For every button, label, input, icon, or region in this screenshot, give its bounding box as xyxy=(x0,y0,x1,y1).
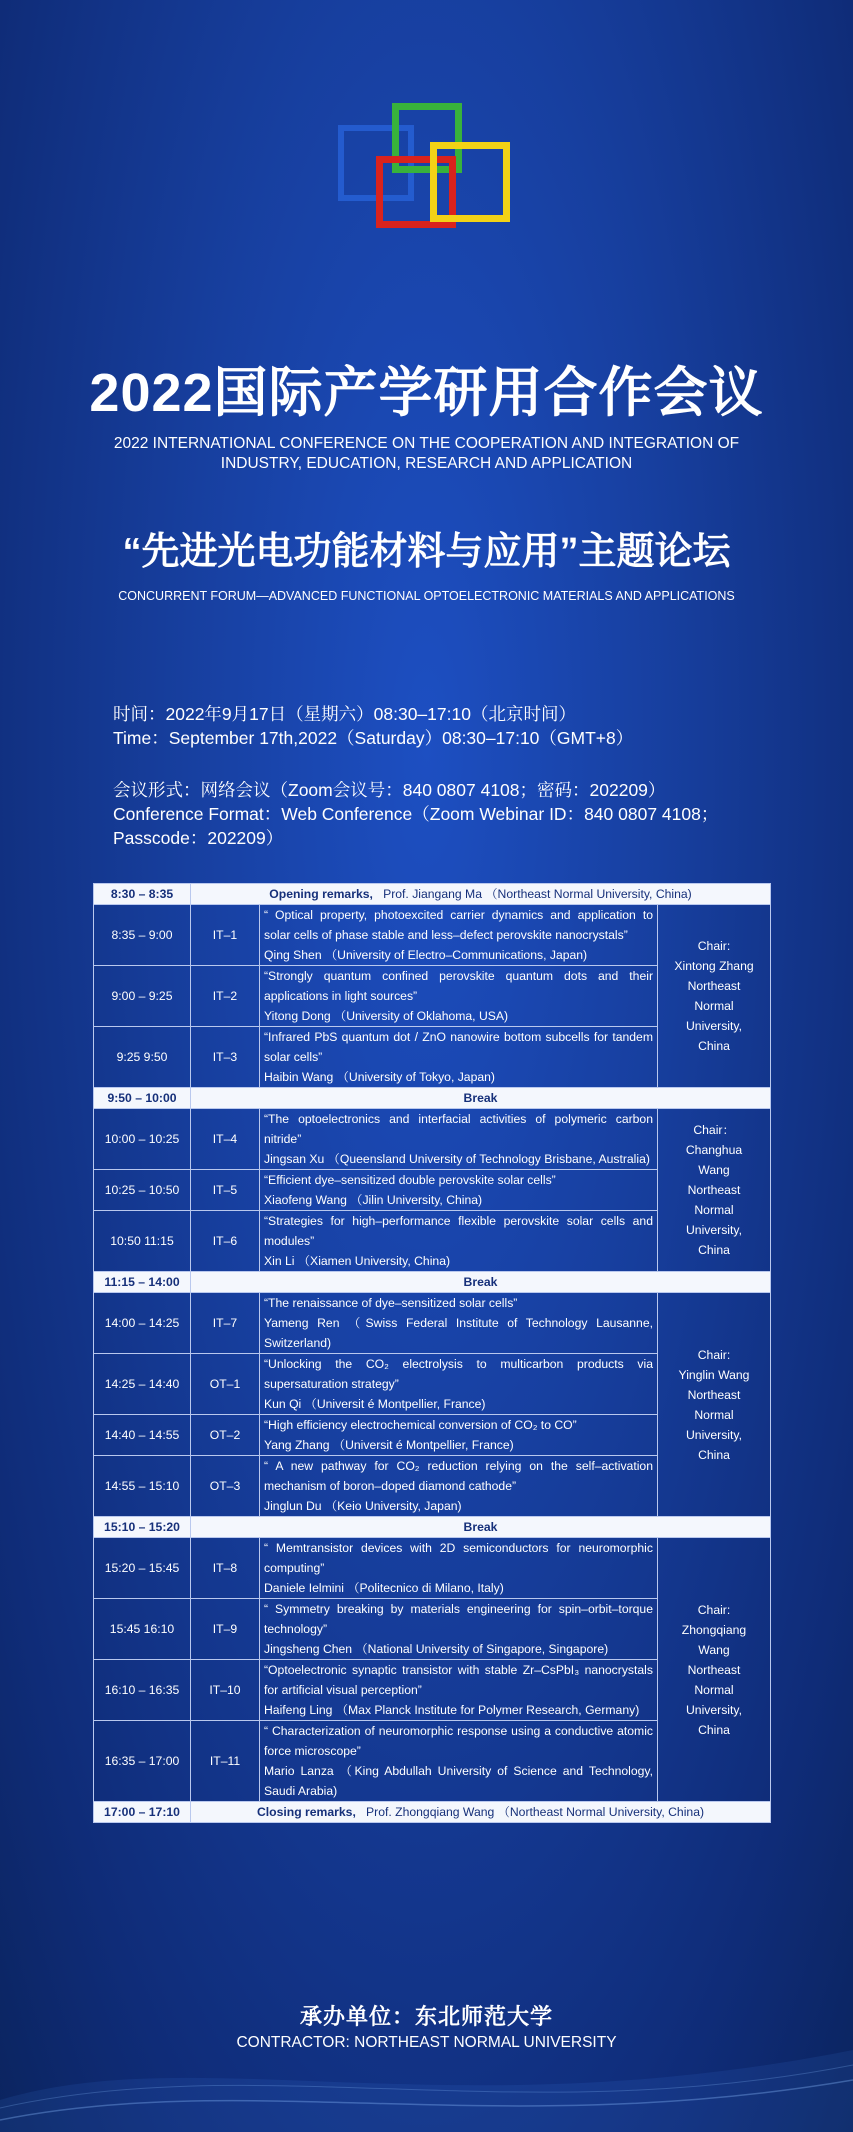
talk-time: 10:00 – 10:25 xyxy=(94,1109,191,1170)
talk-speaker: Yang Zhang （Universit é Montpellier, France) xyxy=(264,1438,514,1452)
format-en-1: Conference Format：Web Conference（Zoom Webinar ID：840 0807 4108； xyxy=(113,804,719,824)
talk-speaker: Jingsheng Chen （National University of Singapore, Singapore) xyxy=(264,1642,609,1656)
talk-info xyxy=(260,1660,658,1721)
talk-title: “Strategies for high–performance flexible perovskite solar cells and modules” xyxy=(264,1214,653,1248)
opening-row xyxy=(94,884,771,905)
talk-code: IT–10 xyxy=(191,1660,260,1721)
talk-time: 15:45 16:10 xyxy=(94,1599,191,1660)
chair-line: China xyxy=(698,1447,730,1462)
talk-time: 10:50 11:15 xyxy=(94,1211,191,1272)
talk-time: 14:55 – 15:10 xyxy=(94,1456,191,1517)
talk-speaker: Qing Shen （University of Electro–Communications, Japan) xyxy=(264,948,588,962)
conference-title-en-line2: INDUSTRY, EDUCATION, RESEARCH AND APPLICATION xyxy=(220,455,633,472)
chair-line: Xintong Zhang xyxy=(674,959,754,973)
talk-title: “The optoelectronics and interfacial activities of polymeric carbon nitride” xyxy=(264,1112,653,1146)
chair-line: Northeast xyxy=(687,979,741,993)
talk-time: 10:25 – 10:50 xyxy=(94,1170,191,1211)
talk-title: “ Characterization of neuromorphic response using a conductive atomic force microscope” xyxy=(264,1724,653,1758)
talk-row xyxy=(94,1293,771,1354)
chair-line: University, xyxy=(686,1427,742,1442)
forum-title-cn: “先进光电功能材料与应用”主题论坛 xyxy=(122,531,731,573)
time-info xyxy=(113,702,773,750)
talk-info xyxy=(260,905,658,966)
talk-info xyxy=(260,1538,658,1599)
closing-speaker: Prof. Zhongqiang Wang （Northeast Normal University, China) xyxy=(366,1805,705,1819)
talk-code: IT–4 xyxy=(191,1109,260,1170)
chair-line: Chair: xyxy=(697,1602,731,1617)
time-cn: 时间：2022年9月17日（星期六）08:30–17:10（北京时间） xyxy=(113,704,576,724)
chair-line: Zhongqiang xyxy=(681,1622,747,1637)
talk-speaker: Xin Li （Xiamen University, China) xyxy=(264,1254,451,1268)
opening-label: Opening remarks, xyxy=(269,887,373,901)
chair-line: Wang xyxy=(698,1163,730,1177)
closing-text xyxy=(191,1802,771,1823)
talk-time: 16:35 – 17:00 xyxy=(94,1721,191,1802)
chair-line: China xyxy=(698,1039,730,1053)
talk-title: “ A new pathway for CO₂ reduction relying on the self–activation mechanism of boron–doped diamond cathode” xyxy=(264,1459,653,1493)
chair-line: Normal xyxy=(694,1682,734,1697)
talk-time: 16:10 – 16:35 xyxy=(94,1660,191,1721)
talk-title: “Optoelectronic synaptic transistor with stable Zr–CsPbI₃ nanocrystals for artificial visual perception” xyxy=(264,1663,653,1697)
talk-speaker: Haibin Wang （University of Tokyo, Japan) xyxy=(264,1070,495,1084)
break-label: Break xyxy=(191,1088,771,1109)
talk-title: “ Optical property, photoexcited carrier dynamics and application to solar cells of phase stable and less–defect perovskite nanocrystals” xyxy=(264,908,653,942)
conference-title-en-line1: 2022 INTERNATIONAL CONFERENCE ON THE COOPERATION AND INTEGRATION OF xyxy=(113,435,740,452)
talk-info xyxy=(260,1027,658,1088)
talk-info xyxy=(260,966,658,1027)
chair-line: Normal xyxy=(694,999,734,1013)
talk-title: “Efficient dye–sensitized double perovskite solar cells” xyxy=(264,1173,556,1187)
break-label: Break xyxy=(191,1517,771,1538)
chair-line: Normal xyxy=(694,1203,734,1217)
talk-code: IT–11 xyxy=(191,1721,260,1802)
talk-code: OT–2 xyxy=(191,1415,260,1456)
talk-speaker: Haifeng Ling （Max Planck Institute for Polymer Research, Germany) xyxy=(264,1703,640,1717)
talk-speaker: Daniele Ielmini （Politecnico di Milano, Italy) xyxy=(264,1581,504,1595)
talk-title: “Strongly quantum confined perovskite quantum dots and their applications in light sources” xyxy=(264,969,653,1003)
talk-title: “The renaissance of dye–sensitized solar cells” xyxy=(264,1296,518,1310)
break-row xyxy=(94,1272,771,1293)
chair-line: China xyxy=(698,1722,730,1737)
talk-speaker: Kun Qi （Universit é Montpellier, France) xyxy=(264,1397,486,1411)
talk-time: 8:35 – 9:00 xyxy=(94,905,191,966)
chair-line: Northeast xyxy=(687,1387,741,1402)
opening-speaker: Prof. Jiangang Ma （Northeast Normal University, China) xyxy=(383,887,692,901)
talk-code: IT–2 xyxy=(191,966,260,1027)
session-chair-2 xyxy=(658,1109,771,1272)
chair-line: Yinglin Wang xyxy=(678,1367,750,1382)
talk-code: IT–7 xyxy=(191,1293,260,1354)
logo-yellow-square xyxy=(430,142,510,222)
talk-code: IT–3 xyxy=(191,1027,260,1088)
break-time: 11:15 – 14:00 xyxy=(94,1272,191,1293)
talk-code: OT–3 xyxy=(191,1456,260,1517)
conference-title-cn: 2022国际产学研用合作会议 xyxy=(89,363,764,423)
talk-info xyxy=(260,1109,658,1170)
talk-time: 9:00 – 9:25 xyxy=(94,966,191,1027)
chair-line: Northeast xyxy=(687,1183,741,1197)
talk-title: “ Memtransistor devices with 2D semiconductors for neuromorphic computing” xyxy=(264,1541,653,1575)
opening-text xyxy=(191,884,771,905)
session-chair-3 xyxy=(658,1293,771,1517)
talk-time: 15:20 – 15:45 xyxy=(94,1538,191,1599)
chair-line: Chair: xyxy=(697,939,731,953)
contractor-cn: 承办单位：东北师范大学 xyxy=(299,2004,553,2029)
talk-row xyxy=(94,1109,771,1170)
break-row xyxy=(94,1088,771,1109)
talk-speaker: Jinglun Du （Keio University, Japan) xyxy=(264,1499,462,1513)
break-time: 15:10 – 15:20 xyxy=(94,1517,191,1538)
talk-code: IT–1 xyxy=(191,905,260,966)
session-chair-1 xyxy=(658,905,771,1088)
talk-code: IT–8 xyxy=(191,1538,260,1599)
talk-row xyxy=(94,905,771,966)
break-row xyxy=(94,1517,771,1538)
talk-info xyxy=(260,1599,658,1660)
talk-info xyxy=(260,1293,658,1354)
talk-time: 9:25 9:50 xyxy=(94,1027,191,1088)
closing-time: 17:00 – 17:10 xyxy=(94,1802,191,1823)
chair-line: University, xyxy=(686,1223,742,1237)
talk-time: 14:25 – 14:40 xyxy=(94,1354,191,1415)
chair-line: Wang xyxy=(698,1642,730,1657)
talk-info xyxy=(260,1211,658,1272)
chair-line: China xyxy=(698,1243,730,1257)
time-en: Time：September 17th,2022（Saturday）08:30–17:10（GMT+8） xyxy=(113,728,634,748)
talk-speaker: Yitong Dong （University of Oklahoma, USA) xyxy=(264,1009,509,1023)
chair-line: University, xyxy=(686,1702,742,1717)
talk-speaker: Xiaofeng Wang （Jilin University, China) xyxy=(264,1193,483,1207)
break-label: Break xyxy=(191,1272,771,1293)
talk-code: IT–9 xyxy=(191,1599,260,1660)
chair-line: Chair： xyxy=(693,1123,735,1137)
talk-speaker: Jingsan Xu （Queensland University of Technology Brisbane, Australia) xyxy=(264,1152,650,1166)
session-chair-4 xyxy=(658,1538,771,1802)
talk-time: 14:00 – 14:25 xyxy=(94,1293,191,1354)
talk-info xyxy=(260,1456,658,1517)
talk-row xyxy=(94,1538,771,1599)
closing-row xyxy=(94,1802,771,1823)
talk-info xyxy=(260,1170,658,1211)
talk-title: “Infrared PbS quantum dot / ZnO nanowire bottom subcells for tandem solar cells” xyxy=(264,1030,653,1064)
conference-logo xyxy=(338,100,514,228)
talk-time: 14:40 – 14:55 xyxy=(94,1415,191,1456)
talk-info xyxy=(260,1415,658,1456)
talk-code: IT–5 xyxy=(191,1170,260,1211)
chair-line: Changhua xyxy=(685,1143,743,1157)
format-en-2: Passcode：202209） xyxy=(113,828,284,848)
forum-title-en: CONCURRENT FORUM—ADVANCED FUNCTIONAL OPTOELECTRONIC MATERIALS AND APPLICATIONS xyxy=(118,589,735,603)
talk-title: “Unlocking the CO₂ electrolysis to multicarbon products via supersaturation strategy” xyxy=(264,1357,653,1391)
chair-line: Northeast xyxy=(687,1662,741,1677)
format-cn: 会议形式：网络会议（Zoom会议号：840 0807 4108；密码：202209） xyxy=(113,780,666,800)
conference-title-en xyxy=(0,434,853,474)
talk-code: OT–1 xyxy=(191,1354,260,1415)
break-time: 9:50 – 10:00 xyxy=(94,1088,191,1109)
chair-line: Chair: xyxy=(697,1347,731,1362)
talk-info xyxy=(260,1354,658,1415)
talk-title: “ Symmetry breaking by materials engineering for spin–orbit–torque technology” xyxy=(264,1602,653,1636)
closing-label: Closing remarks, xyxy=(256,1805,356,1819)
chair-line: University, xyxy=(686,1019,742,1033)
talk-speaker: Yameng Ren （Swiss Federal Institute of Technology Lausanne, Switzerland) xyxy=(264,1316,653,1350)
opening-time: 8:30 – 8:35 xyxy=(94,884,191,905)
talk-speaker: Mario Lanza （King Abdullah University of Science and Technology, Saudi Arabia) xyxy=(264,1764,653,1798)
chair-line: Normal xyxy=(694,1407,734,1422)
format-info xyxy=(113,778,773,850)
schedule-table xyxy=(93,883,771,1823)
talk-title: “High efficiency electrochemical conversion of CO₂ to CO” xyxy=(264,1418,577,1432)
talk-info xyxy=(260,1721,658,1802)
talk-code: IT–6 xyxy=(191,1211,260,1272)
contractor-en: CONTRACTOR: NORTHEAST NORMAL UNIVERSITY xyxy=(236,2034,617,2051)
